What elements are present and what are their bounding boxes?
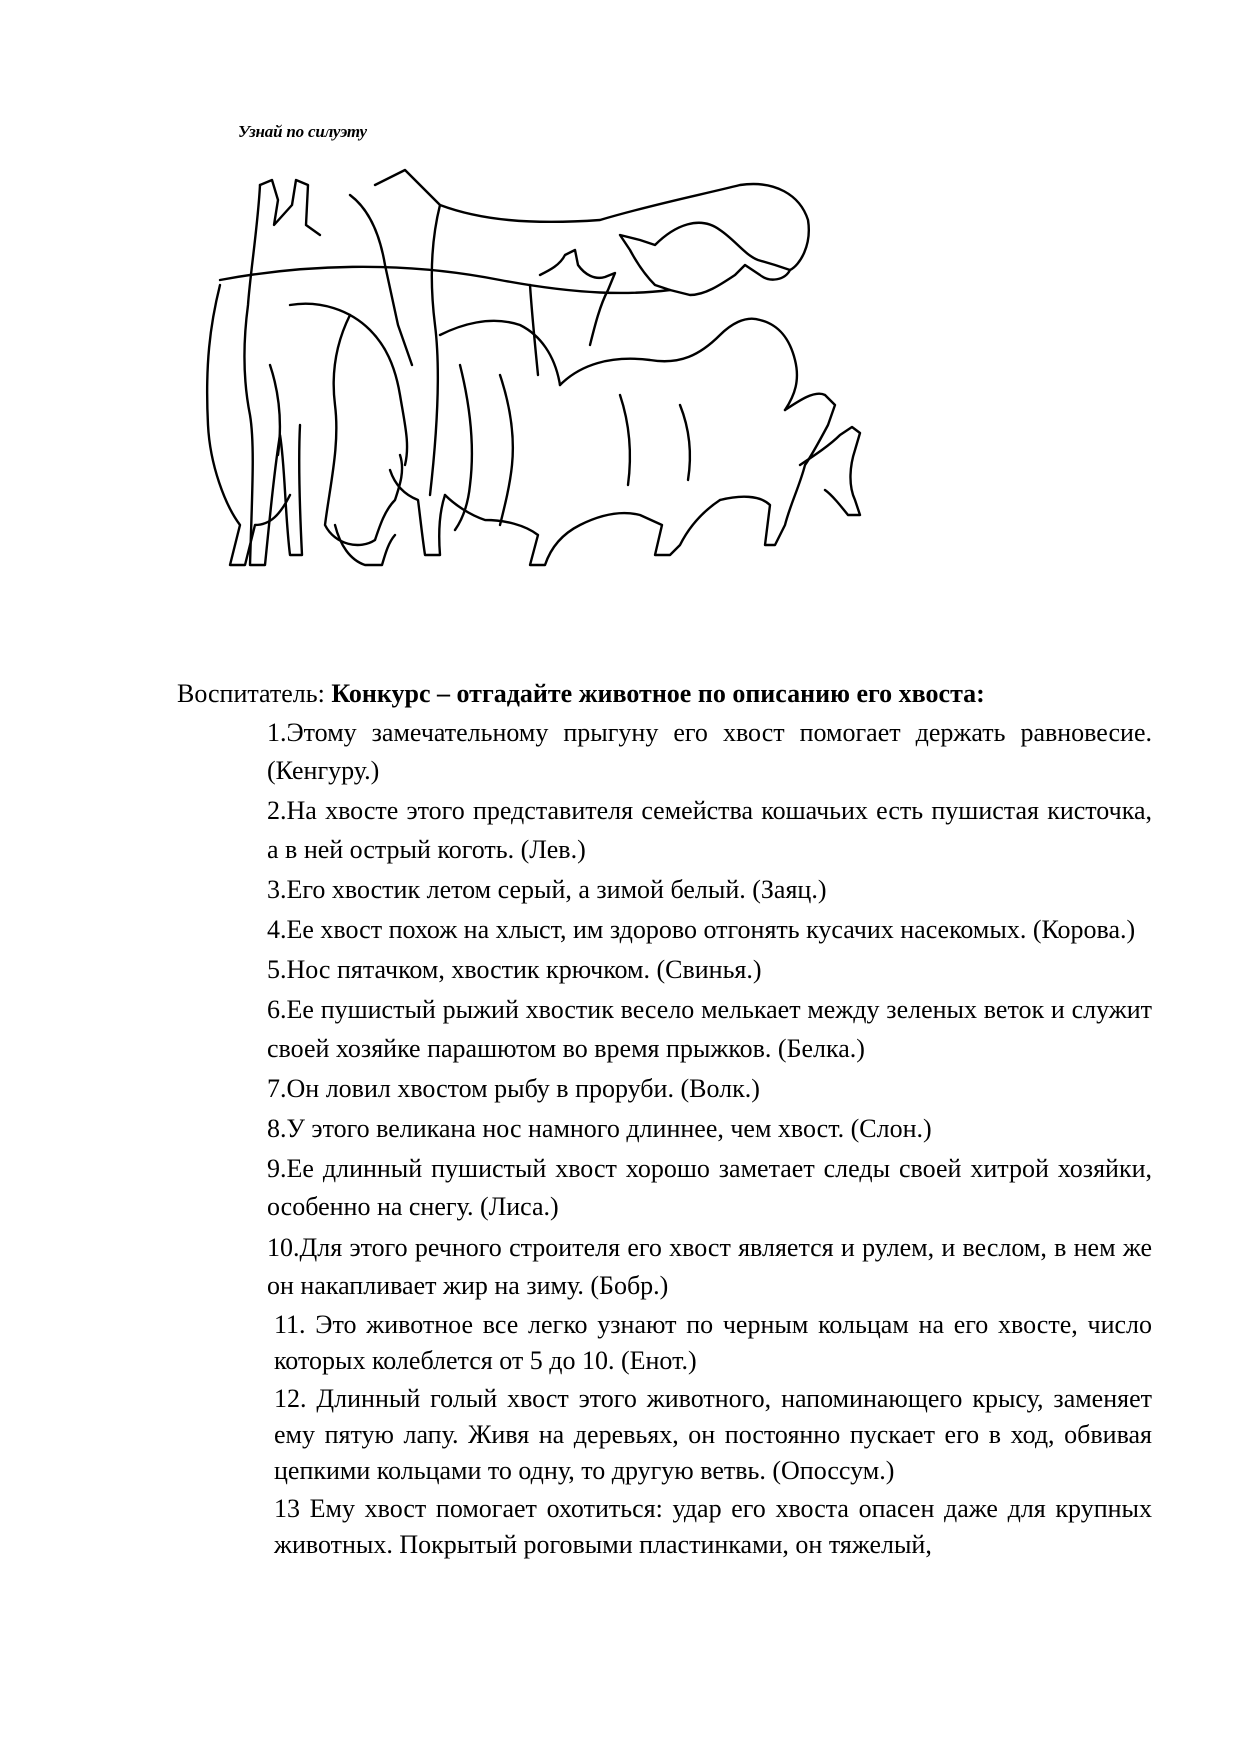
contest-title: Конкурс – отгадайте животное по описанию его хвоста: bbox=[331, 679, 985, 708]
riddle-list bbox=[267, 714, 1152, 1565]
riddle-item-13: 13 Ему хвост помогает охотиться: удар его хвоста опасен даже для крупных животных. Покрытый роговыми пластинками, он тяжелый, bbox=[274, 1494, 1152, 1560]
riddle-item-5: 5.Нос пятачком, хвостик крючком. (Свинья.) bbox=[267, 955, 762, 985]
riddle-item-4: 4.Ее хвост похож на хлыст, им здорово отгонять кусачих насекомых. (Корова.) bbox=[267, 915, 1136, 945]
silhouettes-drawing bbox=[200, 165, 940, 605]
riddle-item-3: 3.Его хвостик летом серый, а зимой белый. (Заяц.) bbox=[267, 874, 827, 904]
speaker-label: Воспитатель: bbox=[177, 679, 325, 708]
riddle-item-8: 8.У этого великана нос намного длиннее, чем хвост. (Слон.) bbox=[267, 1114, 932, 1144]
riddle-item-1: 1.Этому замечательному прыгуну его хвост помогает держать равновесие. (Кенгуру.) bbox=[267, 718, 1152, 786]
riddle-item-2: 2.На хвосте этого представителя семейства кошачьих есть пушистая кисточка, а в ней острый коготь. (Лев.) bbox=[267, 796, 1152, 864]
riddle-item-12: 12. Длинный голый хвост этого животного, напоминающего крысу, заменяет ему пятую лапу. Живя на деревьях, он постоянно пускает его в ход, обвивая цепкими кольцами то одну, то другую ветвь. (Опоссум.) bbox=[274, 1384, 1152, 1486]
contest-intro bbox=[177, 675, 985, 713]
riddle-item-7: 7.Он ловил хвостом рыбу в проруби. (Волк.) bbox=[267, 1073, 760, 1103]
riddle-item-6: 6.Ее пушистый рыжий хвостик весело мелькает между зеленых веток и служит своей хозяйке парашютом во время прыжков. (Белка.) bbox=[267, 995, 1152, 1063]
riddle-item-10: 10.Для этого речного строителя его хвост является и рулем, и веслом, в нем же он накапливает жир на зиму. (Бобр.) bbox=[267, 1232, 1152, 1300]
riddle-item-9: 9.Ее длинный пушистый хвост хорошо заметает следы своей хитрой хозяйки, особенно на снегу. (Лиса.) bbox=[267, 1154, 1152, 1222]
animal-silhouettes-figure bbox=[200, 165, 940, 605]
riddle-item-11: 11. Это животное все легко узнают по черным кольцам на его хвосте, число которых колеблется от 5 до 10. (Енот.) bbox=[274, 1310, 1152, 1376]
figure-caption: Узнай по силуэту bbox=[238, 122, 367, 141]
